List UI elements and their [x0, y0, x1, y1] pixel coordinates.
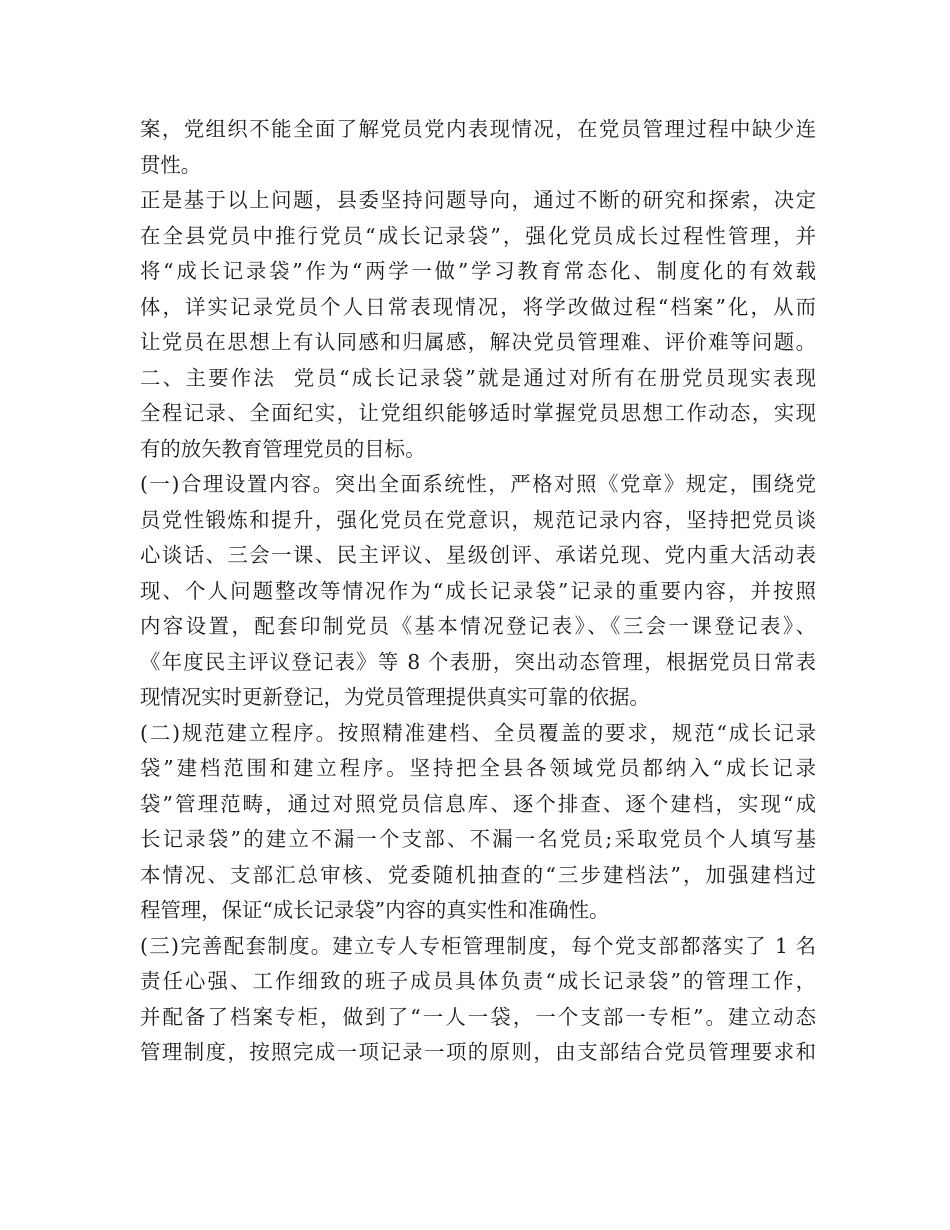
text-line: 让党员在思想上有认同感和归属感，解决党员管理难、评价难等问题。	[140, 330, 816, 354]
text-line: 心谈话、三会一课、民主评议、星级创评、承诺兑现、党内重大活动表	[140, 543, 816, 567]
subsection-line: (二)规范建立程序。按照精准建档、全员覆盖的要求，规范“成长记录	[140, 720, 816, 745]
text-line: 程管理，保证“成长记录袋”内容的真实性和准确性。	[140, 898, 610, 922]
text-line: 《年度民主评议登记表》等 8 个表册，突出动态管理，根据党员日常表	[140, 649, 816, 674]
text-line: 全程记录、全面纪实，让党组织能够适时掌握党员思想工作动态，实现	[140, 401, 816, 425]
text-line: 体，详实记录党员个人日常表现情况，将学改做过程“档案”化，从而	[140, 294, 816, 319]
text-line: 内容设置，配套印制党员《基本情况登记表》、《三会一课登记表》、	[140, 614, 816, 638]
text-line: 现、个人问题整改等情况作为“成长记录袋”记录的重要内容，并按照	[140, 578, 816, 603]
section-heading-line: 二、主要作法 党员“成长记录袋”就是通过对所有在册党员现实表现	[140, 365, 816, 390]
subsection-line: (三)完善配套制度。建立专人专柜管理制度，每个党支部都落实了 1 名	[140, 933, 816, 958]
text-line: 管理制度，按照完成一项记录一项的原则，由支部结合党员管理要求和	[140, 1040, 816, 1064]
text-line: 袋”管理范畴，通过对照党员信息库、逐个排查、逐个建档，实现“成	[140, 791, 816, 816]
text-line: 正是基于以上问题，县委坚持问题导向，通过不断的研究和探索，决定	[140, 188, 816, 212]
text-line: 在全县党员中推行党员“成长记录袋”，强化党员成长过程性管理，并	[140, 223, 816, 248]
subsection-line: (一)合理设置内容。突出全面系统性，严格对照《党章》规定，围绕党	[140, 472, 816, 496]
text-line: 有的放矢教育管理党员的目标。	[140, 436, 426, 461]
document-body	[140, 112, 816, 1071]
text-line: 袋”建档范围和建立程序。坚持把全县各领域党员都纳入“成长记录	[140, 756, 816, 780]
text-line: 现情况实时更新登记，为党员管理提供真实可靠的依据。	[140, 685, 650, 709]
text-line: 员党性锻炼和提升，强化党员在党意识，规范记录内容，坚持把党员谈	[140, 507, 816, 532]
text-line: 并配备了档案专柜，做到了“一人一袋，一个支部一专柜”。建立动态	[140, 1004, 816, 1029]
text-line: 案，党组织不能全面了解党员党内表现情况，在党员管理过程中缺少连	[140, 117, 816, 141]
text-line: 责任心强、工作细致的班子成员具体负责“成长记录袋”的管理工作，	[140, 969, 816, 993]
text-line: 本情况、支部汇总审核、党委随机抽查的“三步建档法”，加强建档过	[140, 862, 816, 887]
text-line: 贯性。	[140, 152, 202, 177]
text-line: 将“成长记录袋”作为“两学一做”学习教育常态化、制度化的有效载	[140, 259, 816, 283]
text-line: 长记录袋”的建立不漏一个支部、不漏一名党员;采取党员个人填写基	[140, 827, 816, 851]
